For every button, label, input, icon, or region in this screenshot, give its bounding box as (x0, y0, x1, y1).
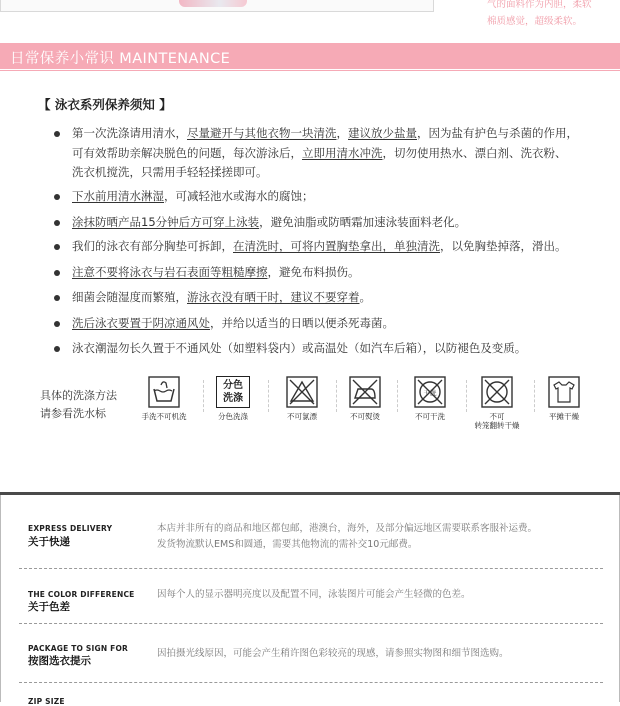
no-tumble-dry-icon (481, 376, 513, 408)
underlined-text: 建议放少盐量 (348, 126, 417, 140)
bullet-icon (54, 194, 60, 200)
row-title-en: THE COLOR DIFFERENCE (28, 590, 135, 599)
row-description: 因拍摄光线原因，可能会产生稍许图色彩较亮的现感，请参照实物图和细节图选购。 (157, 648, 509, 659)
text-span: 洗衣机搅洗，只需用手轻轻揉搓即可。 (72, 165, 268, 179)
row-separator (19, 568, 603, 569)
symbol-caption: 分色洗涤 (218, 412, 248, 421)
row-description: 因每个人的显示器明亮度以及配置不同，泳装图片可能会产生轻微的色差。 (157, 589, 471, 600)
text-span: ，以免胸垫掉落，滑出。 (440, 239, 567, 253)
care-item-text (72, 263, 592, 283)
symbol-caption: 手洗不可机洗 (141, 412, 187, 421)
underlined-text: 涂抹防晒产品15分钟后方可穿上泳装 (72, 215, 260, 229)
header-divider (0, 70, 620, 71)
wash-label-line: 请参看洗水标 (40, 407, 106, 420)
no-iron-icon (349, 376, 381, 408)
text-span: ，可减轻池水或海水的腐蚀； (164, 189, 314, 203)
underlined-text: 尽量避开与其他衣物一块清洗 (187, 126, 337, 140)
row-title-cn: 按图选衣提示 (28, 655, 91, 667)
no-bleach-symbol (278, 376, 326, 421)
underlined-text: 游泳衣没有晒干时，建议不要穿着 (187, 290, 360, 304)
footer-info-frame (0, 495, 620, 706)
row-title-cn: 关于快递 (28, 536, 70, 548)
product-image-frame (0, 0, 434, 12)
symbol-caption: 不可氯漂 (287, 412, 317, 421)
text-span: ，避免布料损伤。 (267, 265, 360, 279)
care-item (54, 187, 592, 207)
maintenance-header (0, 43, 620, 69)
row-separator (19, 623, 603, 624)
bullet-icon (54, 346, 60, 352)
row-title-cn: 关于色差 (28, 601, 70, 613)
care-item-text (72, 213, 592, 233)
text-span: 细菌会随湿度而繁殖， (72, 290, 187, 304)
symbol-caption: 不可熨烫 (350, 412, 380, 421)
care-item (54, 314, 592, 334)
care-item (54, 213, 592, 233)
bullet-icon (54, 321, 60, 327)
maintenance-title: 日常保养小常识 MAINTENANCE (10, 51, 231, 67)
care-item-text (72, 314, 592, 334)
no-dry-clean-symbol (405, 376, 455, 421)
care-item-text (72, 124, 592, 183)
symbol-caption: 不可干洗 (415, 412, 445, 421)
symbol-divider (534, 380, 536, 412)
bullet-icon (54, 244, 60, 250)
symbol-divider (336, 380, 338, 412)
text-span: 我们的泳衣有部分胸垫可拆卸， (72, 239, 233, 253)
text-span: ，切勿使用热水、漂白剂、洗衣粉、 (382, 145, 567, 160)
no-dry-clean-icon (414, 376, 446, 408)
care-item (54, 237, 592, 257)
symbol-inner-text: 干洗 (423, 389, 437, 397)
side-note-line: 棉质感觉，超级柔软。 (487, 16, 583, 27)
symbol-text: 洗涤 (223, 393, 243, 404)
text-span: 第一次洗涤请用清水， (72, 126, 187, 140)
bullet-icon (54, 131, 60, 137)
care-title: 【 泳衣系列保养须知 】 (38, 97, 172, 112)
bullet-icon (54, 220, 60, 226)
separate-wash-text-icon (216, 376, 250, 408)
row-title-en: PACKAGE TO SIGN FOR (28, 644, 129, 653)
separate-wash-symbol (210, 376, 256, 421)
hand-wash-tub-icon (148, 376, 180, 408)
underlined-text: 洗后泳衣要置于阴凉通风处 (72, 316, 210, 330)
care-item (54, 124, 592, 183)
text-span: ， (336, 126, 348, 140)
symbol-caption: 转笼翻转干燥 (474, 421, 520, 430)
bullet-icon (54, 270, 60, 276)
underlined-text: 下水前用清水淋湿 (72, 189, 164, 203)
care-item (54, 339, 592, 359)
row-title-en: ZIP SIZE (28, 697, 65, 706)
text-span: ，避免油脂或防晒霜加速泳装面料老化。 (259, 215, 467, 229)
symbol-divider (268, 380, 270, 412)
description-line: 发货物流默认EMS和圆通，需要其他物流的需补交10元邮费。 (157, 539, 418, 550)
text-span: ，并给以适当的日晒以便杀死毒菌。 (210, 316, 394, 330)
symbol-caption: 平摊干燥 (549, 412, 579, 421)
flat-dry-icon (548, 376, 580, 408)
text-span: ，因为盐有护色与杀菌的作用， (417, 126, 578, 140)
fabric-side-note (487, 2, 615, 30)
wash-method-label (40, 387, 117, 423)
no-tumble-dry-symbol (470, 376, 524, 430)
underlined-text: 在清洗时，可将内置胸垫拿出，单独清洗 (233, 239, 440, 253)
side-note-line: 气的面料作为内胆，柔软 (487, 0, 592, 10)
underlined-text: 立即用清水冲洗 (302, 145, 383, 160)
care-item-text (72, 288, 592, 308)
wash-label-line: 具体的洗涤方法 (40, 389, 117, 402)
care-item (54, 263, 592, 283)
no-iron-symbol (343, 376, 387, 421)
row-title-en: EXPRESS DELIVERY (28, 524, 113, 533)
product-image-fragment (179, 0, 247, 7)
row-description (157, 521, 537, 553)
care-item (54, 288, 592, 308)
hand-wash-symbol (136, 376, 192, 421)
text-span: 。 (359, 290, 371, 304)
care-item-text (72, 237, 592, 257)
row-separator (19, 682, 603, 683)
text-span: 可有效帮助亲解决脱色的问题，每次游泳后， (72, 145, 302, 160)
underlined-text: 注意不要将泳衣与岩石表面等粗糙摩擦 (72, 265, 268, 279)
symbol-divider (466, 380, 468, 412)
no-bleach-icon (286, 376, 318, 408)
flat-dry-symbol (540, 376, 588, 421)
care-item-text: 泳衣潮湿勿长久置于不通风处（如塑料袋内）或高温处（如汽车后箱），以防褪色及变质。 (72, 341, 527, 355)
description-line: 本店并非所有的商品和地区都包邮，港澳台，海外，及部分偏远地区需要联系客服补运费。 (157, 523, 538, 534)
symbol-caption: 不可 (489, 412, 505, 421)
symbol-divider (397, 380, 399, 412)
symbol-divider (203, 380, 205, 412)
care-item-text (72, 187, 592, 207)
bullet-icon (54, 295, 60, 301)
symbol-text: 分色 (223, 380, 243, 391)
